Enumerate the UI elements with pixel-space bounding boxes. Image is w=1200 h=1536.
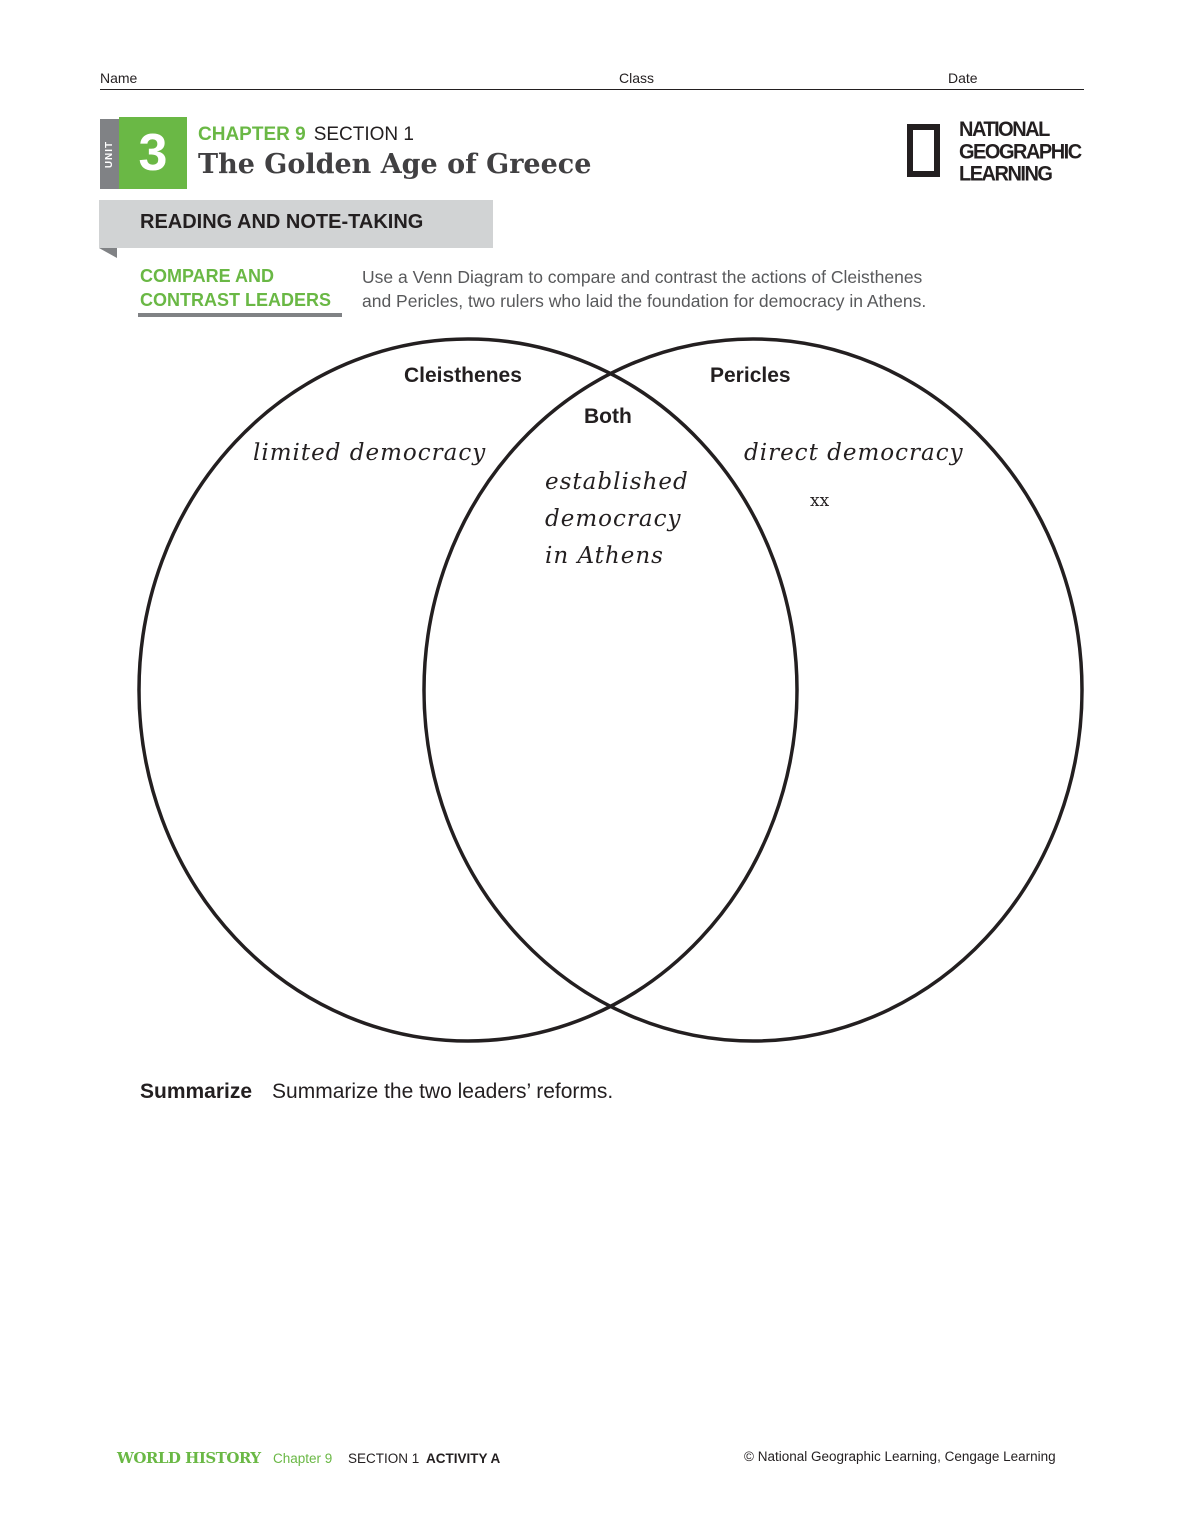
summarize-label: Summarize bbox=[140, 1080, 253, 1103]
class-label: Class bbox=[619, 70, 655, 86]
activity-instructions: Use a Venn Diagram to compare and contrast the actions of Cleisthenes and Pericles, two rulers who laid the foundation for democracy in Athens. bbox=[362, 267, 927, 311]
unit-word: UNIT bbox=[104, 140, 115, 168]
venn-right-label: Pericles bbox=[710, 364, 791, 387]
footer-series: WORLD HISTORY bbox=[117, 1449, 261, 1467]
unit-number: 3 bbox=[119, 117, 187, 189]
venn-left-label: Cleisthenes bbox=[404, 364, 522, 387]
summarize-question bbox=[140, 1080, 613, 1104]
venn-right-mark: xx bbox=[810, 491, 830, 511]
footer-copyright: © National Geographic Learning, Cengage Learning bbox=[744, 1449, 1056, 1464]
summarize-prompt: Summarize the two leaders’ reforms. bbox=[272, 1080, 614, 1103]
venn-left-entry[interactable]: limited democracy bbox=[253, 440, 487, 466]
activity-heading: COMPARE AND CONTRAST LEADERS bbox=[140, 266, 332, 310]
section-label: SECTION 1 bbox=[313, 124, 414, 145]
date-label: Date bbox=[948, 70, 978, 86]
ngl-logo-text: NATIONAL GEOGRAPHIC LEARNING bbox=[959, 118, 1081, 186]
name-label: Name bbox=[100, 70, 138, 86]
footer-activity: ACTIVITY A bbox=[426, 1451, 501, 1466]
venn-center-label: Both bbox=[584, 405, 632, 428]
page-title: The Golden Age of Greece bbox=[198, 149, 592, 180]
chapter-label: CHAPTER 9 bbox=[198, 124, 306, 145]
footer-section: SECTION 1 bbox=[348, 1451, 420, 1466]
venn-right-entry[interactable]: direct democracy bbox=[744, 440, 964, 466]
footer-chapter: Chapter 9 bbox=[273, 1451, 333, 1466]
venn-center-entry[interactable]: established democracy in Athens bbox=[545, 469, 689, 569]
banner-label: READING AND NOTE-TAKING bbox=[140, 211, 424, 233]
